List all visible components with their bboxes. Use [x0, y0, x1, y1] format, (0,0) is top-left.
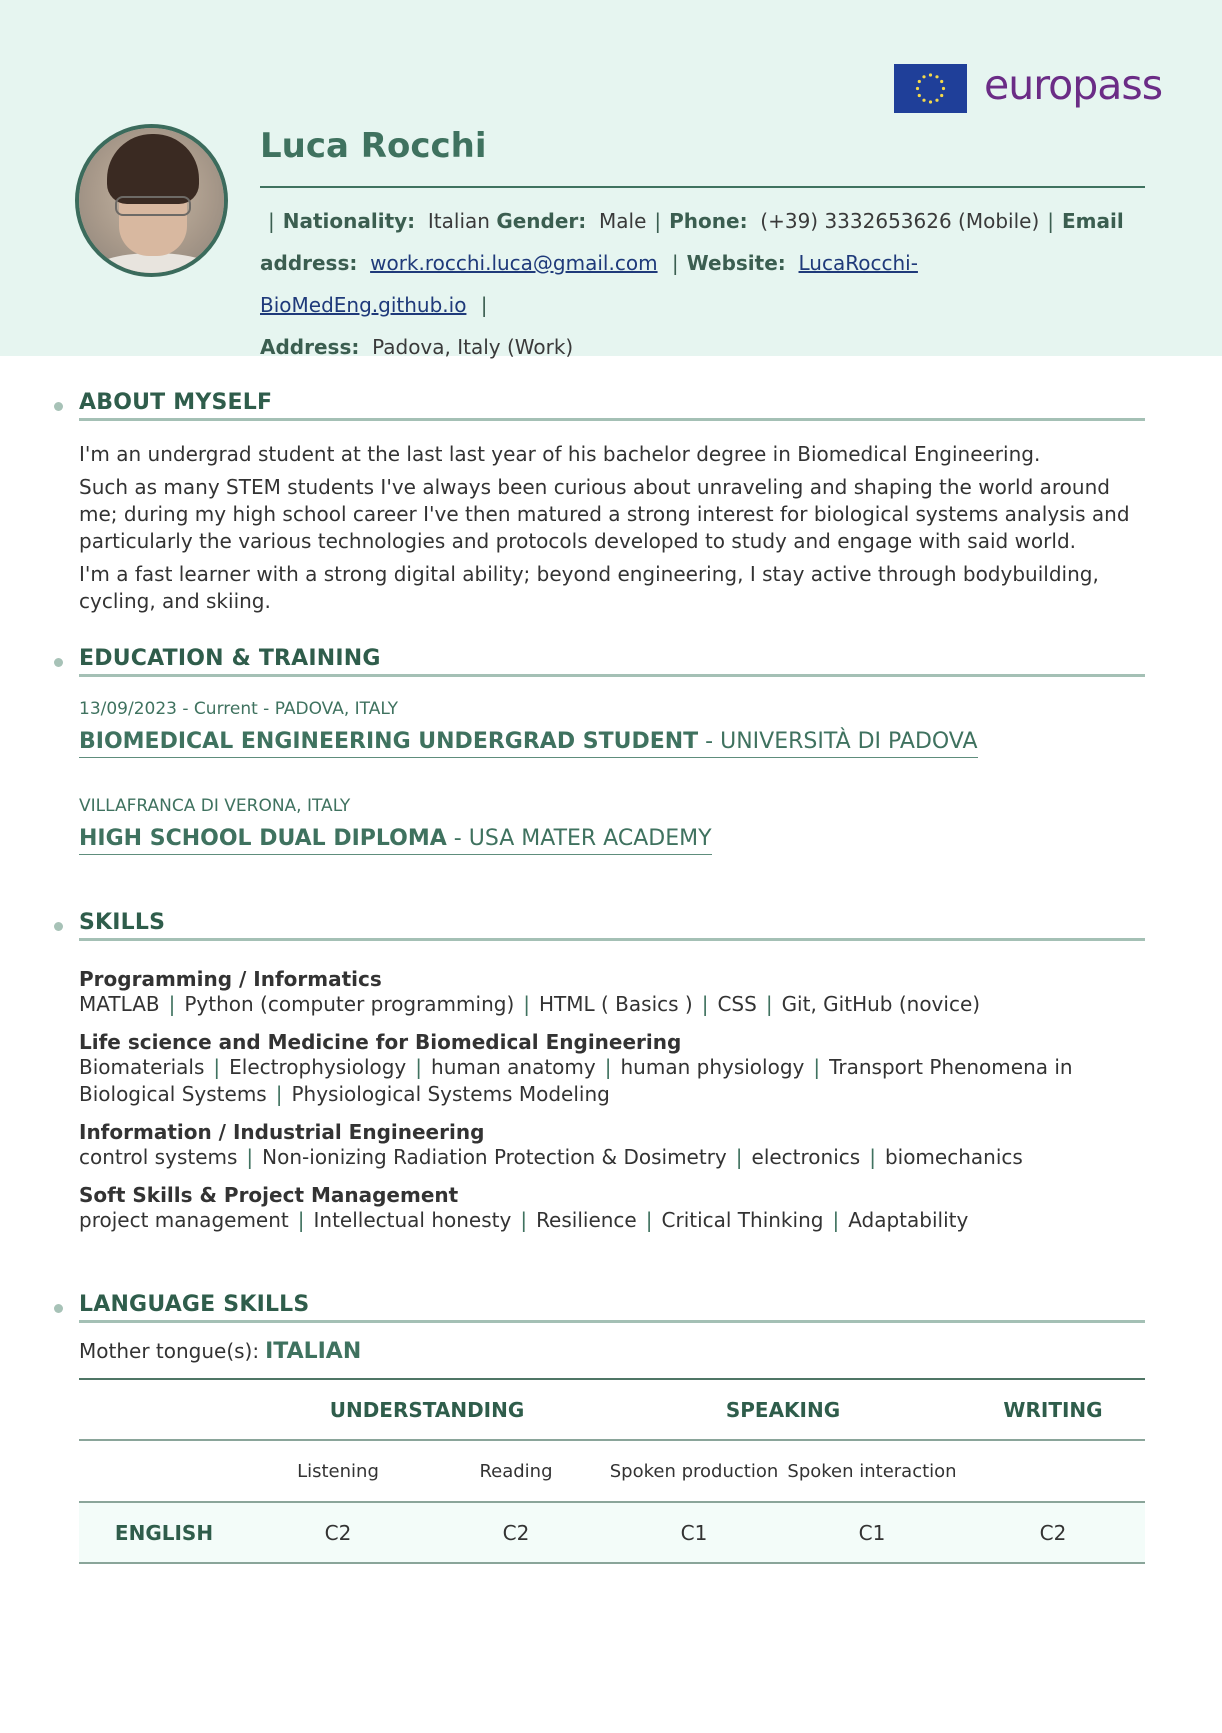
- gender-label: Gender:: [496, 209, 587, 233]
- address-label: Address:: [260, 335, 360, 359]
- profile-photo: [75, 124, 228, 277]
- education-section: [79, 646, 1145, 855]
- skill-category: Programming / Informatics: [79, 967, 382, 991]
- bullet-icon: [54, 402, 63, 411]
- skill-category: Information / Industrial Engineering: [79, 1120, 485, 1144]
- about-paragraph: Such as many STEM students I've always been curious about unraveling and shaping the world around me; during my high school career I've then matured a strong interest for biological systems analysis and particularly the various technologies and protocols developed to study and engage with said world.: [79, 475, 1130, 553]
- website-link[interactable]: LucaRocchi-BioMedEng.github.io: [260, 251, 918, 317]
- education-meta: 13/09/2023 - Current - PADOVA, ITALY: [79, 699, 398, 719]
- separator: |: [268, 209, 275, 233]
- section-title: SKILLS: [79, 910, 1145, 941]
- about-paragraph: I'm an undergrad student at the last last year of his bachelor degree in Biomedical Engineering.: [79, 442, 1041, 466]
- skill-list: MATLAB | Python (computer programming) | HTML ( Basics ) | CSS | Git, GitHub (novice): [79, 992, 981, 1016]
- section-title: ABOUT MYSELF: [79, 390, 1145, 421]
- header-speaking: SPEAKING: [605, 1379, 961, 1440]
- europass-logo: [894, 61, 1163, 113]
- sub-spoken-production: Spoken production: [605, 1440, 783, 1502]
- email-label: Email address:: [260, 209, 1124, 275]
- bullet-icon: [54, 922, 63, 931]
- language-name: ENGLISH: [79, 1502, 249, 1563]
- education-title: HIGH SCHOOL DUAL DIPLOMA - USA MATER ACADEMY: [79, 826, 712, 855]
- phone-value: (+39) 3332653626 (Mobile): [760, 209, 1040, 233]
- contact-info: | Nationality: Italian Gender: Male | Phone: (+39) 3332653626 (Mobile) | Email address: work.rocchi.luca@gmail.com | Website: LucaRocchi-BioMedEng.github.io | Address: Padova, Italy (Work): [260, 209, 1124, 359]
- name-divider: [260, 186, 1145, 188]
- skill-category: Life science and Medicine for Biomedical Engineering: [79, 1030, 682, 1054]
- email-link[interactable]: work.rocchi.luca@gmail.com: [370, 251, 658, 275]
- nationality-label: Nationality:: [282, 209, 416, 233]
- table-row: ENGLISH C2 C2 C1 C1 C2: [79, 1502, 1145, 1563]
- header-understanding: UNDERSTANDING: [249, 1379, 605, 1440]
- sub-spoken-interaction: Spoken interaction: [783, 1440, 961, 1502]
- language-section: [79, 1292, 1145, 1564]
- skill-list: control systems | Non-ionizing Radiation Protection & Dosimetry | electronics | biomechanics: [79, 1145, 1023, 1169]
- website-label: Website:: [686, 251, 786, 275]
- bullet-icon: [54, 1304, 63, 1313]
- education-item: [79, 699, 1145, 758]
- header-band: [0, 0, 1222, 359]
- section-title: LANGUAGE SKILLS: [79, 1292, 1145, 1323]
- education-title: BIOMEDICAL ENGINEERING UNDERGRAD STUDENT - UNIVERSITÀ DI PADOVA: [79, 729, 978, 758]
- language-table: [79, 1378, 1145, 1564]
- about-section: [79, 390, 1145, 621]
- phone-label: Phone:: [669, 209, 748, 233]
- candidate-name: Luca Rocchi: [260, 126, 487, 166]
- sub-reading: Reading: [427, 1440, 605, 1502]
- skills-section: [79, 910, 1145, 1234]
- sub-listening: Listening: [249, 1440, 427, 1502]
- skill-list: project management | Intellectual honesty | Resilience | Critical Thinking | Adaptability: [79, 1208, 969, 1232]
- eu-flag-icon: [894, 64, 967, 113]
- header-writing: WRITING: [961, 1379, 1145, 1440]
- skill-category: Soft Skills & Project Management: [79, 1183, 459, 1207]
- skill-list: Biomaterials | Electrophysiology | human anatomy | human physiology | Transport Phenomena in Biological Systems | Physiological Systems Modeling: [79, 1055, 1073, 1106]
- education-item: [79, 796, 1145, 855]
- mother-tongue: Mother tongue(s): ITALIAN: [79, 1339, 362, 1364]
- address-value: Padova, Italy (Work): [372, 335, 574, 359]
- bullet-icon: [54, 658, 63, 667]
- europass-wordmark: europass: [984, 61, 1163, 109]
- nationality-value: Italian: [427, 209, 490, 233]
- gender-value: Male: [599, 209, 647, 233]
- section-title: EDUCATION & TRAINING: [79, 646, 1145, 677]
- education-meta: VILLAFRANCA DI VERONA, ITALY: [79, 796, 351, 816]
- about-paragraph: I'm a fast learner with a strong digital ability; beyond engineering, I stay active through bodybuilding, cycling, and skiing.: [79, 562, 1099, 613]
